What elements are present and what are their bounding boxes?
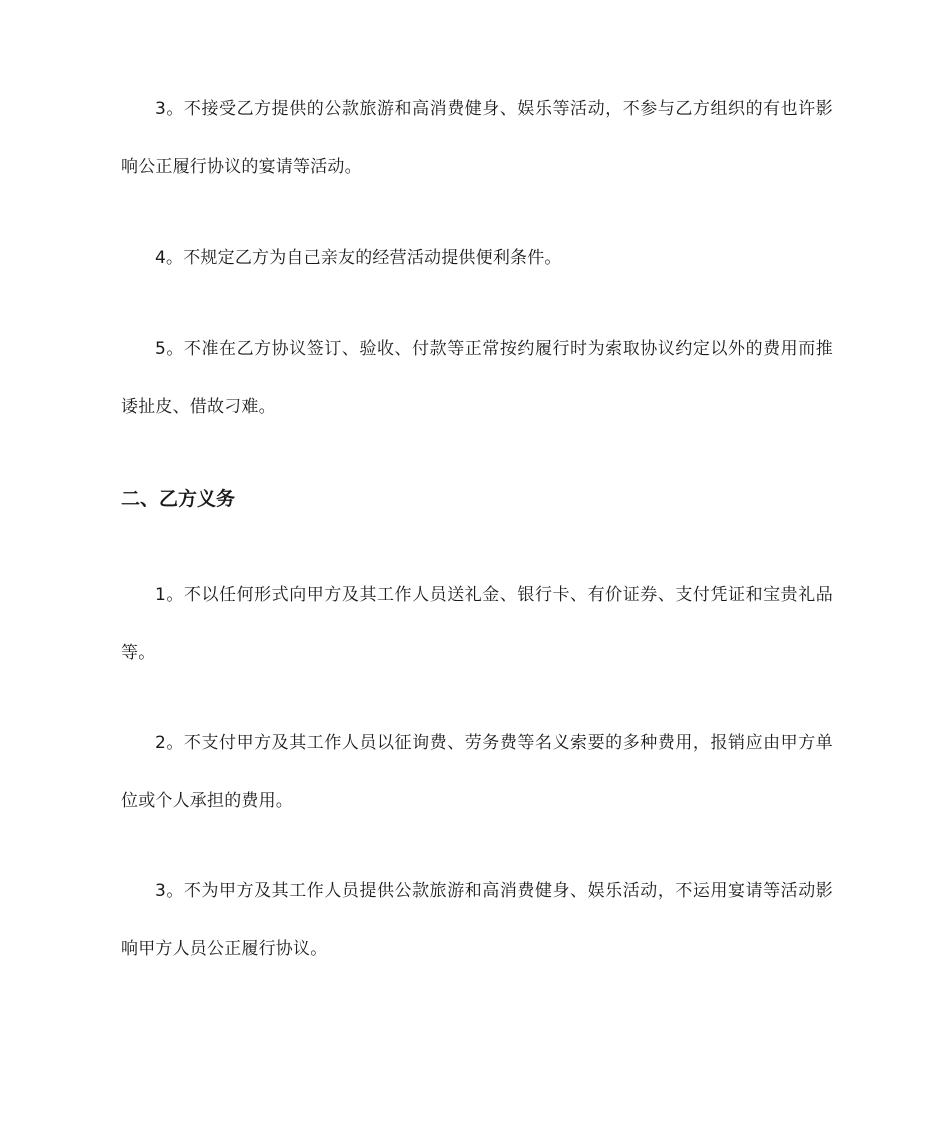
- clause-a3: 3。不接受乙方提供的公款旅游和高消费健身、娱乐等活动，不参与乙方组织的有也许影响公正履行协议的宴请等活动。: [121, 99, 833, 177]
- clause-b3: 3。不为甲方及其工作人员提供公款旅游和高消费健身、娱乐活动，不运用宴请等活动影响甲方人员公正履行协议。: [121, 881, 833, 959]
- clause-a4: 4。不规定乙方为自己亲友的经营活动提供便利条件。: [155, 248, 562, 268]
- clause-a5: 5。不准在乙方协议签订、验收、付款等正常按约履行时为索取协议约定以外的费用而推诿扯皮、借故刁难。: [121, 339, 833, 417]
- clause-b2: 2。不支付甲方及其工作人员以征询费、劳务费等名义索要的多种费用，报销应由甲方单位或个人承担的费用。: [121, 733, 833, 811]
- section-heading: 二、乙方义务: [121, 488, 236, 510]
- clause-b1: 1。不以任何形式向甲方及其工作人员送礼金、银行卡、有价证券、支付凭证和宝贵礼品等。: [121, 585, 833, 663]
